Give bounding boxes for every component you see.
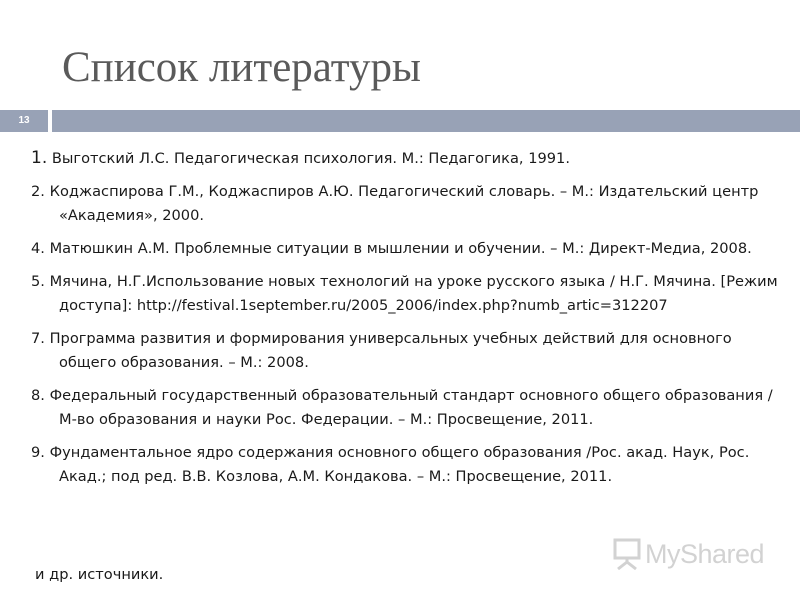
reference-text: Коджаспирова Г.М., Коджаспиров А.Ю. Педагогический словарь. – М.: Издательский центр «Академия», 2000. xyxy=(49,183,759,224)
title-divider xyxy=(52,110,800,132)
other-sources-note: и др. источники. xyxy=(35,566,164,583)
reference-item xyxy=(31,384,786,432)
watermark xyxy=(612,537,764,571)
reference-number: 5. xyxy=(31,273,45,290)
reference-text: Фундаментальное ядро содержания основного общего образования /Рос. акад. Наук, Рос. Акад.; под ред. В.В. Козлова, А.М. Кондакова. – М.: Просвещение, 2011. xyxy=(49,444,750,485)
reference-item xyxy=(31,180,786,228)
reference-item xyxy=(31,270,786,318)
reference-number: 4. xyxy=(31,240,45,257)
reference-number: 7. xyxy=(31,330,45,347)
reference-number: 1. xyxy=(31,148,48,168)
reference-text: Выготский Л.С. Педагогическая психология. М.: Педагогика, 1991. xyxy=(51,150,570,167)
reference-number: 8. xyxy=(31,387,45,404)
page-number-badge: 13 xyxy=(0,110,48,132)
reference-number: 9. xyxy=(31,444,45,461)
reference-item xyxy=(31,327,786,375)
reference-item xyxy=(31,237,786,261)
reference-item xyxy=(31,146,786,171)
reference-list xyxy=(31,146,786,498)
reference-text: Федеральный государственный образовательный стандарт основного общего образования / М-во образования и науки Рос. Федерации. – М.: Просвещение, 2011. xyxy=(49,387,773,428)
reference-text: Программа развития и формирования универсальных учебных действий для основного общего образования. – М.: 2008. xyxy=(49,330,732,371)
reference-text: Матюшкин А.М. Проблемные ситуации в мышлении и обучении. – М.: Директ-Медиа, 2008. xyxy=(49,240,752,257)
reference-item xyxy=(31,441,786,489)
slide-title: Список литературы xyxy=(62,44,421,91)
presentation-board-icon xyxy=(612,538,642,570)
reference-number: 2. xyxy=(31,183,45,200)
reference-text: Мячина, Н.Г.Использование новых технологий на уроке русского языка / Н.Г. Мячина. [Режим доступа]: http://festival.1september.ru/2005_2006/index.php?numb_artic=312207 xyxy=(49,273,778,314)
watermark-text: MyShared xyxy=(645,538,765,569)
